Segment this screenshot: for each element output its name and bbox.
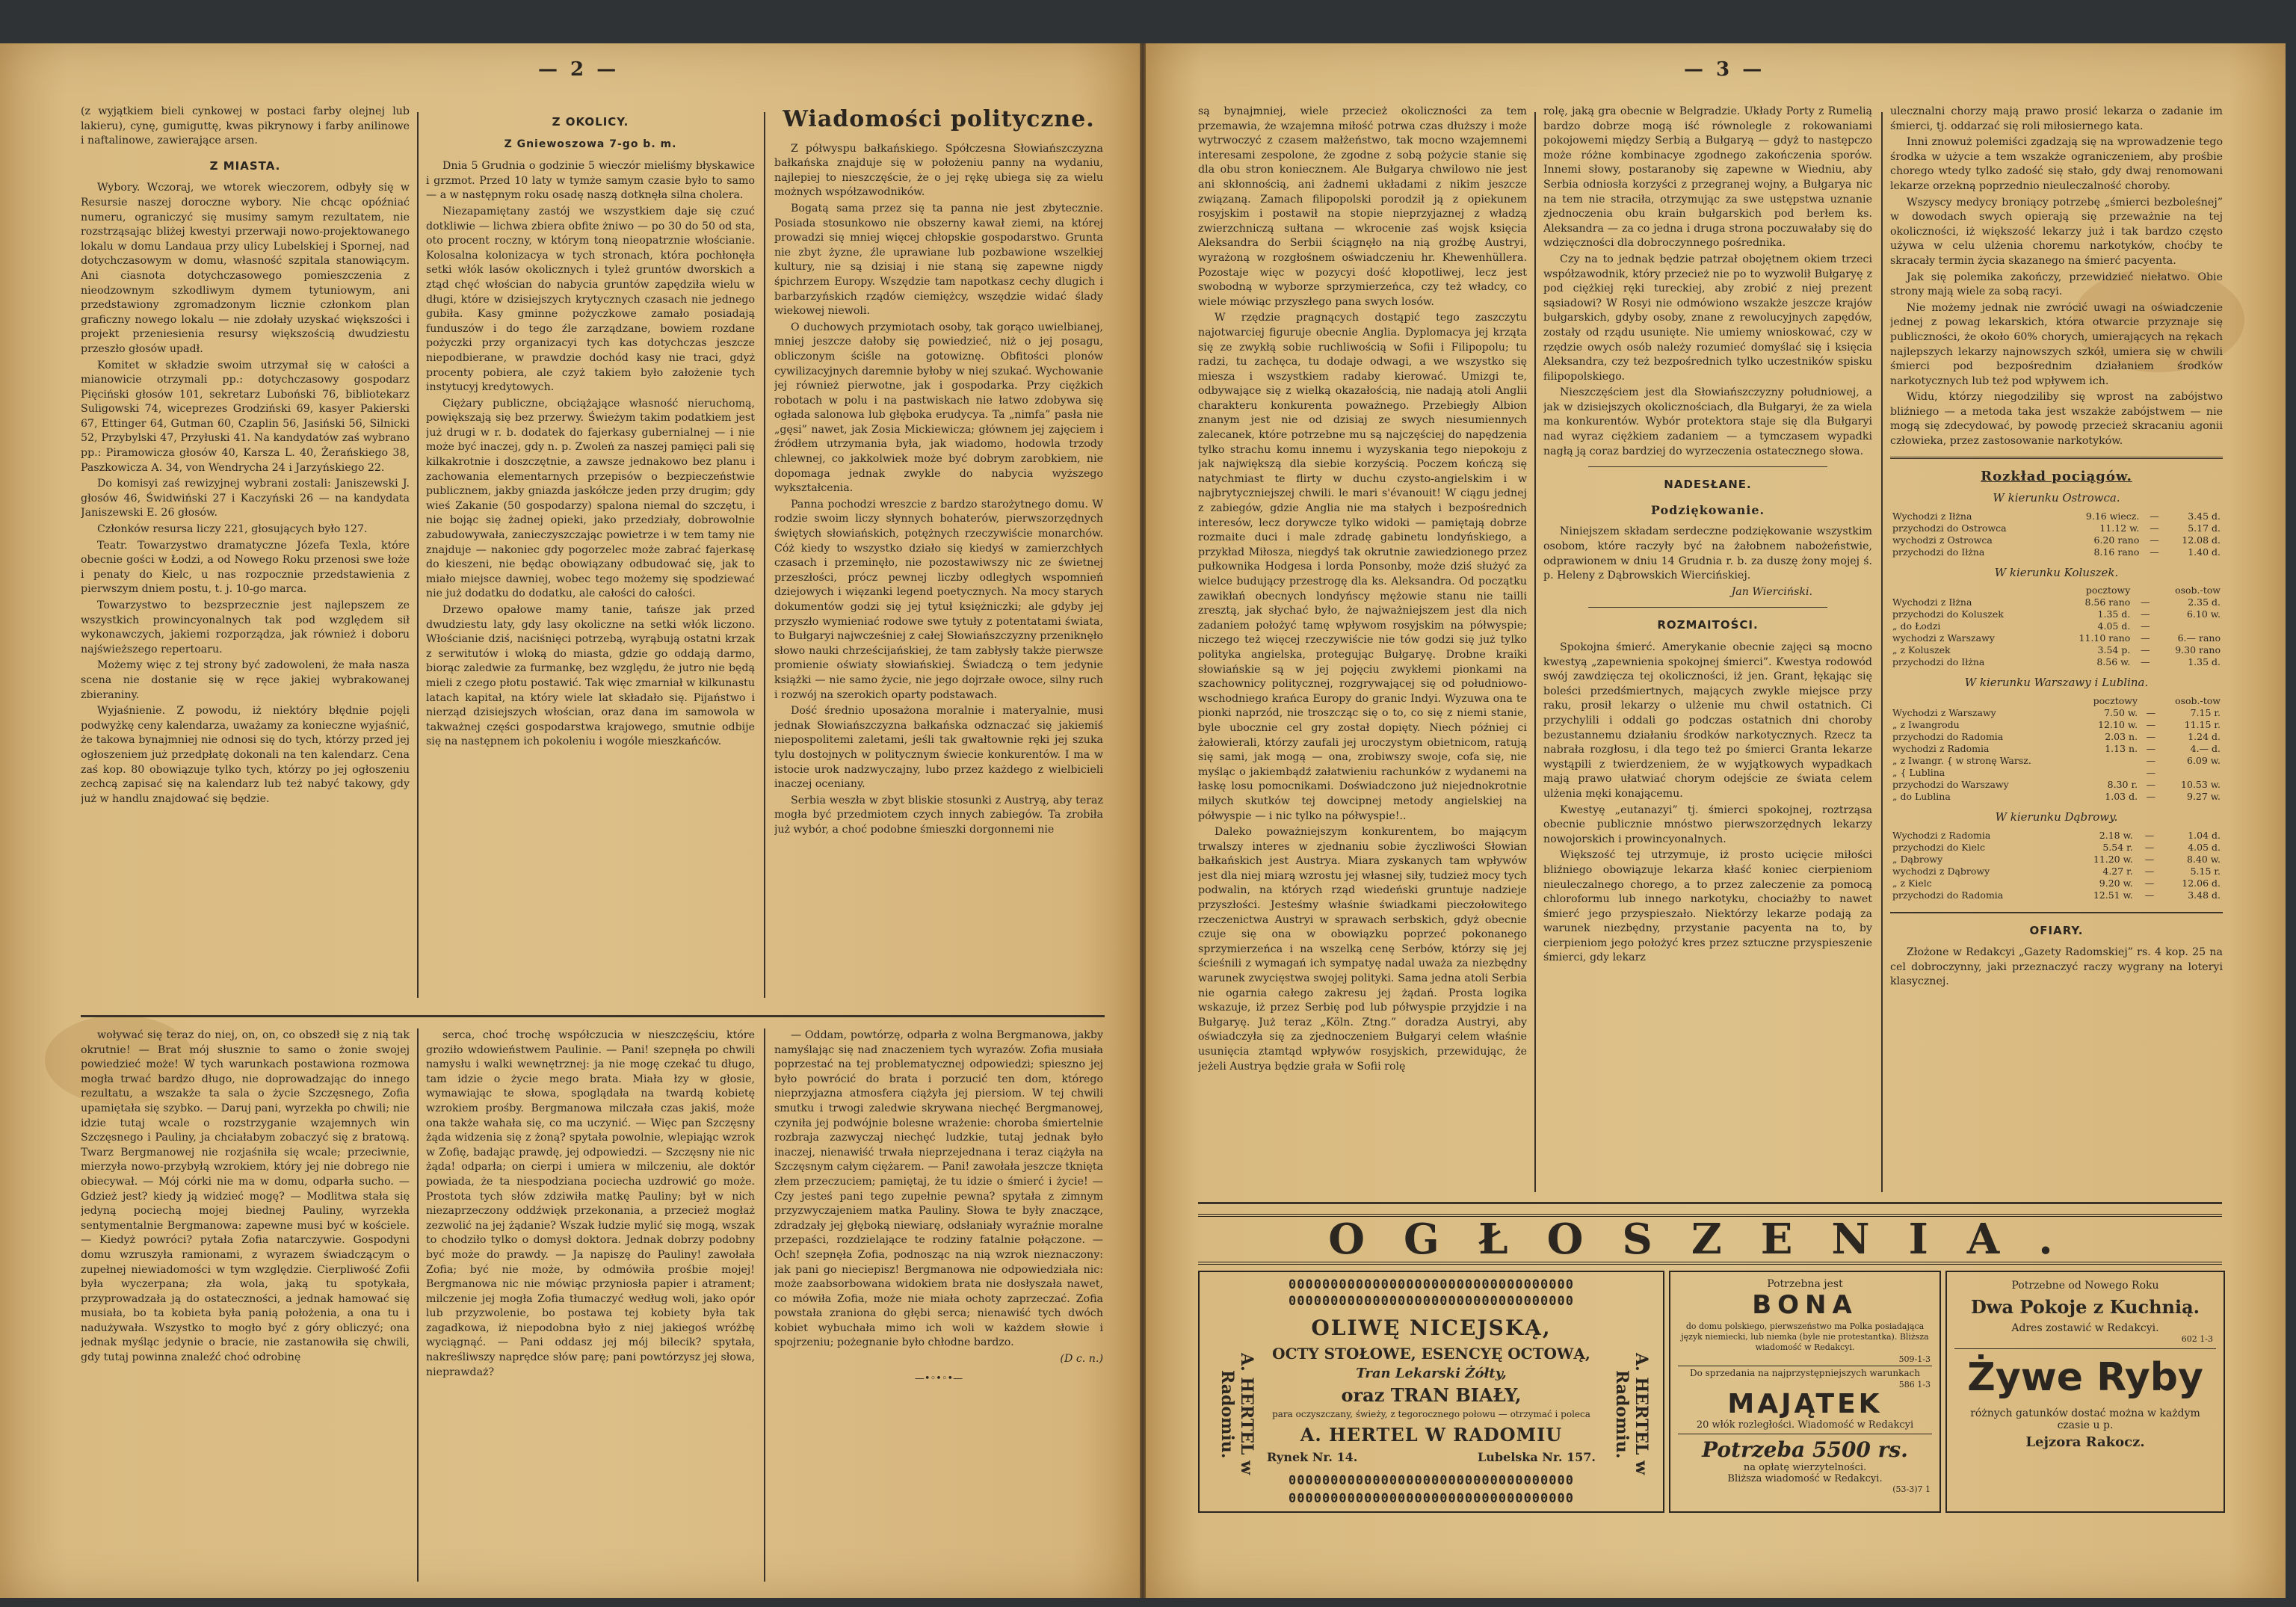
timetable-row	[1890, 755, 2223, 767]
paragraph: Niezapamiętany zastój we wszystkiem daje się czuć dotkliwie — lichwa zbiera obfite żniwo — po 30 do 50 od sta, oto procent roczny, w którym toną nieopatrznie włościanie. Kolosalna kolonizacya w tych stronach, która pochłonęła setki włók lasów okolicznych i tyleż gruntów dworskich a ztąd chęć włościan do nabycia gruntów zapędziła wielu w długi, które w dzisiejszych krytycznych czasach nie jednego gubiła. Kasy gminne pożyczkowe zamało posiadają funduszów i do tego źle zarządzane, bowiem rozdane pożyczki przy organizacyi tych kas dotychczas jeszcze niepodbierane, w prawdzie dochód kasy nie traci, gdyż procenty pobiera, ale czyż takiem było założenie tych instytucyj kredytowych.	[426, 205, 755, 394]
column-rule	[764, 1028, 765, 1582]
timetable-cell: 1.03 d.	[2105, 791, 2138, 803]
column-rule	[1534, 112, 1536, 1192]
timetable-cell: 2.18 w.	[2099, 829, 2133, 841]
ad-line: Potrzebna jest	[1767, 1278, 1843, 1290]
timetable-direction: W kierunku Koluszek.	[1994, 565, 2119, 579]
column-rule	[417, 112, 419, 998]
ad-line: Do sprzedania na najprzystępniejszych warunkach	[1689, 1368, 1921, 1378]
timetable-cell: pocztowy	[2085, 584, 2131, 596]
ad-line: Lejzora Rakocz.	[2025, 1434, 2145, 1450]
timetable-cell	[2158, 767, 2223, 779]
timetable-row	[1890, 842, 2223, 854]
column-rule	[1881, 112, 1883, 1192]
timetable-cell: —	[2140, 656, 2150, 668]
ad-rooms-fish	[1945, 1271, 2225, 1513]
paragraph: Ciężary publiczne, obciążające własność nieruchomą, powiększają się bez przerwy. Świeżym takim podatkiem jest już drugi w r. b. dodatek do fajerkasy gubernialnej — i nie może być inaczej, gdy n. p. Zwoleń za naszej pamięci pali się kilkakrotnie i doszczętnie, a zawsze jednakowo bez planu i zachowania elementarnych przepisów o bezpieczeństwie publicznem, jakby gniazda jaskółcze jeden przy drugim; gdy wieś Zakanie (50 gospodarzy) spalona niemal do szczętu, i nie bojąc się żadnej opieki, jako przedziały, dobrowolnie zabudowywała, zanieczyszczając powietrze i w tem tamy nie znajduje — nakoniec gdy pogorzelec może zabrać fajerkasę do kieszeni, nie będąc obowiązany odbudować się, jak to miało miejsce dawniej, wobec tego możemy się spodziewać nie już dodatku do dodatku, ale całości do całości.	[426, 397, 755, 600]
ad-hertel	[1198, 1271, 1664, 1513]
timetable-row	[1890, 830, 2223, 842]
timetable-cell	[1890, 584, 2054, 596]
timetable-cell	[2140, 695, 2158, 707]
timetable-cell: 3.45 d.	[2188, 510, 2221, 522]
timetable-cell: 7.50 w.	[2104, 707, 2138, 719]
timetable-ostrowiec	[1890, 511, 2223, 558]
timetable-cell: Wychodzi z Iłżna	[1892, 596, 1972, 608]
paragraph: Bogatą sama przez się ta panna nie jest zbytecznie. Posiada stosunkowo nie obszerny kawał ziemi, na której prowadzi się mniej więcej chłopskie gospodarstwo. Grunta nie zbyt żyzne, źle uprawiane lub pozbawione wszelkiej kultury, nie są dzisiaj i nie staną się zapewne nigdy śpichrzem Europy. Wszędzie tam napotkasz cechy dlugich i barbarzyńskich rządów ciemiężcy, wszędzie widać ślady wiekowej niewoli.	[774, 202, 1103, 318]
timetable-row	[1890, 866, 2223, 877]
paragraph: Kwestyę „eutanazyi” tj. śmierci spokojnej, roztrząsa obecnie publicznie mnóstwo pierwszorzędnych lekarzy nowojorskich i prowincyonalnych.	[1543, 804, 1872, 845]
ad-ref: 586 1-3	[1898, 1380, 1931, 1389]
signature: Jan Wierciński.	[1731, 585, 1812, 598]
timetable-row	[1890, 620, 2223, 632]
timetable-cell: „ z Koluszek	[1892, 644, 1951, 656]
timetable-cell: —	[2144, 829, 2155, 841]
timetable-cell: 11.10 rano	[2079, 632, 2131, 644]
timetable-cell: Wychodzi z Warszawy	[1892, 707, 1996, 719]
timetable-cell: 12.06 d.	[2182, 877, 2221, 889]
timetable-header-row	[1890, 584, 2223, 596]
section-heading: NADESŁANE.	[1664, 478, 1752, 492]
timetable-cell: 12.51 w.	[2093, 889, 2133, 901]
timetable-row	[1890, 656, 2223, 668]
timetable-cell: 1.35 d.	[2188, 656, 2221, 668]
timetable-cell: 1.24 d.	[2188, 731, 2221, 743]
timetable-cell: 9.27 w.	[2187, 791, 2221, 803]
timetable-cell: 11.15 r.	[2184, 719, 2221, 731]
timetable-cell	[2076, 755, 2140, 767]
paragraph: są bynajmniej, wiele przecież okoliczności za tem przemawia, że wzajemna miłość potrwa czas dłuższy i może wytrwoczyć z czasem małżeństwo, tak mocno wzajemnemi interesami zespolone, że zgodne z sobą pożycie stanie się dla obu stron koniecznem. Ale Bułgarya chwilowo nie jest ani skłonnością, ani żadnemi układami z nikim jeszcze związaną. Zamach filipopolski porodził ją z opiekunem rosyjskim i postawił na stopie nieprzyjaznej z władzą zwierzchniczą sułtana — wkrocenie zaś wojsk księcia Aleksandra do Serbii ściągnęło na nią groźbę Austryi, wyrażoną w rozgłośnem oświadczeniu hr. Khewenhüllera. Pozostaje więc w pozycyi dość kłopotliwej, lecz jest swobodną w wyborze sprzymierzeńca, czy też władcy, co wiele mówiąc przyszłego pana swych losów.	[1198, 105, 1527, 308]
timetable-cell: Wychodzi z Iłżna	[1892, 510, 1972, 522]
feuilleton-column-3	[774, 1028, 1103, 1582]
timetable-row	[1890, 791, 2223, 803]
section-heading: ROZMAITOŚCI.	[1657, 618, 1759, 632]
paragraph: Jak się polemika zakończy, przewidzieć niełatwo. Obie strony mają wiele za sobą racyi.	[1890, 271, 2223, 298]
timetable-cell: 5.15 r.	[2190, 865, 2221, 877]
timetable-cell: 8.40 w.	[2187, 853, 2221, 865]
timetable-direction: W kierunku Dąbrowy.	[1995, 810, 2118, 824]
ad-address: Lubelska Nr. 157.	[1477, 1450, 1596, 1464]
timetable-cell: —	[2146, 791, 2156, 803]
timetable-cell: 9.30 rano	[2175, 644, 2221, 656]
timetable-cell: „ z Iwangrodu	[1892, 719, 1960, 731]
timetable-row	[1890, 707, 2223, 719]
timetable-cell: 2.35 d.	[2188, 596, 2221, 608]
timetable-row	[1890, 743, 2223, 755]
timetable-cell: 8.30 r.	[2107, 779, 2138, 791]
column-rule	[764, 112, 765, 998]
timetable-cell: wychodzi z Dąbrowy	[1892, 865, 1990, 877]
end-ornament: —•◦•◦•—	[914, 1372, 963, 1384]
timetable-cell: „ do Lublina	[1892, 791, 1951, 803]
paragraph: Nieszczęściem jest dla Słowiańszczyzny południowej, a jak w dzisiejszych okolicznościach, dla Bułgaryi, że za wiela ma konkurentów. Wybór protektora staje się dla Bułgaryi nad wyraz ciężkiem zadaniem — a tymczasem wypadki nagłą ją coraz bardziej do wyrzeczenia ostatecznego słowa.	[1543, 386, 1872, 457]
paragraph: Wszyscy medycy broniący potrzebę „śmierci bezboleśnej” w dowodach swych opierają się przeważnie na tej okoliczności, iż większość lekarzy już i tak bardzo często używa w celu ulżenia choremu narkotyków, choćby te skracały termin życia skazanego na śmierć pacyenta.	[1890, 196, 2223, 267]
short-rule	[1890, 457, 2223, 459]
ad-company: A. HERTEL W RADOMIU	[1300, 1424, 1563, 1446]
ad-line: oraz TRAN BIAŁY,	[1341, 1384, 1522, 1406]
timetable-cell	[2132, 584, 2152, 596]
timetable-row	[1890, 731, 2223, 743]
timetable-cell: 11.20 w.	[2093, 853, 2133, 865]
timetable-cell: 4.05 d.	[2188, 841, 2221, 853]
timetable-cell: przychodzi do Iłżna	[1892, 546, 1985, 558]
ad-line: Adres zostawić w Redakcyi.	[2011, 1322, 2159, 1334]
ad-line: do domu polskiego, pierwszeństwo ma Polka posiadająca język niemiecki, lub niemka (byle nie protestantka). Bliższa wiadomość w Redakcyi.	[1681, 1321, 1929, 1352]
ad-line: 20 włók rozległości. Wiadomość w Redakcyi	[1696, 1419, 1914, 1431]
paragraph: Z półwyspu bałkańskiego. Spółczesna Słowiańszczyzna bałkańska znajduje się w położeniu panny na wydaniu, najlepiej to nieszczęście, że o jej rękę ubiega się za wielu możnych współzawodników.	[774, 142, 1103, 199]
timetable-cell: pocztowy	[2093, 695, 2138, 707]
page-number: — 3 —	[1684, 58, 1765, 81]
timetable-cell: —	[2144, 889, 2155, 901]
paragraph: Większość tej utrzymuje, iż prosto ucięcie miłości bliźniego obowiązuje lekarza kłaść koniec cierpieniom nieuleczalnego chorego, a to przez zaleczenie za pomocą chloroformu lub innego narkotyku, chociażby to nawet śmierć jego przyspieszało. Niektórzy lekarze podają za warunek niezbędny, przystanie pacyenta na to, by cierpieniom jego położyć kres przez sztuczne przyspieszenie śmierci, gdy lekarz	[1543, 849, 1872, 964]
paragraph: Wybory. Wczoraj, we wtorek wieczorem, odbyły się w Resursie naszej doroczne wybory. Nie chcąc opóźniać numeru, ograniczyć się musimy samym rezultatem, nie rozstrząsając bliżej kwestyi przerwaji nowo-projektowanego lokalu w domu Landaua przy ulicy Lubelskiej i Spornej, nad dotychczasowym w domu, własność szpitala stanowiącym. Ani ciasnota dotychczasowego pomieszczenia z nieodzownym szkodliwym dymem tytuniowym, ani przedstawiony zgromadzonym licznie członkom plan graficzny nowego lokalu — nie zdołały uzyskać większości i projekt przeniesienia resursy większością dwudziestu przeszło głosów upadł.	[81, 182, 410, 355]
timetable-cell: 8.56 w.	[2096, 656, 2131, 668]
paragraph: Daleko poważniejszym konkurentem, bo mającym trwalszy interes w zjednaniu sobie życzliwości Słowian bałkańskich jest Austrya. Miara zyskanych tam wpływów jest dla niej miarą wzrostu jej własnej siły, tudzież mocy tych podwalin, na których rząd wiedeński gruntuje nadzieje przyszłości. Jesteśmy właśnie świadkami pieczołowitego rzeczenictwa Austryi w sprawach serbskich, gdyż obecnie czuje się ona w obowiązku poprzeć pokonanego sprzymierzeńca i na wszelką cenę Serbów, którzy się jej ścieśnili z wymagań ich sympatyę nadal uważa za niezbędny warunek zwycięstwa swojej polityki. Sama jedna atoli Serbia nie ogarnia całego zakresu jej żądań. Prosta logika wskazuje, iż przez Serbię pod lub półwyspie przyjdzie i na Bułgaryę. Już teraz „Köln. Ztng.” doradza Austryi, aby oświadczyła się za zjednoczeniem Bułgaryi celem właśnie usunięcia ztamtąd wpływów rosyjskich, przewidując, że jeżeli Austrya będzie grała w Sofii rolę	[1198, 826, 1527, 1073]
ad-headline: MAJĄTEK	[1727, 1389, 1883, 1419]
paragraph: Teatr. Towarzystwo dramatyczne Józefa Texla, które obecnie gości w Łodzi, a od Nowego Roku przenosi swe łoże i penaty do Kielc, u nas rozpocznie przedstawienia z pierwszym dniem postu, t. j. 10-go marca.	[81, 539, 410, 596]
timetable-row	[1890, 877, 2223, 889]
timetable-header-row	[1890, 695, 2223, 707]
timetable-cell: —	[2144, 865, 2155, 877]
timetable-cell: 5.17 d.	[2188, 522, 2221, 534]
timetable-row	[1890, 719, 2223, 731]
timetable-title: Rozkład pociągów.	[1981, 468, 2132, 484]
timetable-cell: 3.48 d.	[2188, 889, 2221, 901]
timetable-cell: —	[2140, 620, 2150, 632]
ad-bona-estate	[1669, 1271, 1941, 1513]
feuilleton-column-1	[81, 1028, 410, 1582]
short-rule	[1588, 466, 1827, 467]
column-political-continued	[1198, 105, 1527, 1192]
timetable-cell: 3.54 p.	[2097, 644, 2131, 656]
timetable-cell: „ z Kielc	[1892, 877, 1932, 889]
paragraph: ulecznalni chorzy mają prawo prosić lekarza o zadanie im śmierci, tj. oddarzać się roli miłosiernego kata.	[1890, 105, 2223, 132]
dateline: Z Gniewoszowa 7-go b. m.	[504, 138, 677, 150]
timetable-cell: 11.12 w.	[2099, 522, 2140, 534]
timetable-cell	[1890, 695, 2076, 707]
timetable-cell: przychodzi do Iłżna	[1892, 656, 1985, 668]
timetable-cell: —	[2140, 596, 2150, 608]
continuation-note: (D c. n.)	[1060, 1353, 1103, 1366]
timetable-row	[1890, 608, 2223, 620]
timetable-row	[1890, 767, 2223, 779]
paragraph: Dość średnio uposażona moralnie i materyalnie, musi jednak Słowiańszczyzna bałkańska odznaczać się jakiemiś niepospolitemi zaletami, jeśli tak gwałtownie ręki jej szuka tylu dostojnych w politycznym świecie konkurentów. I ma w istocie urok nadzwyczajny, lubo przez każdego z wielbicieli inaczej oceniany.	[774, 705, 1103, 791]
short-rule	[1588, 607, 1827, 608]
timetable-cell: 12.10 w.	[2098, 719, 2138, 731]
paragraph: W rzędzie pragnących dostąpić tego zaszczytu najotwarciej figuruje obecnie Anglia. Dyplomacya jej krząta się ze zwykłą sobie ruchliwością w Sofii i Filipopolu; tu radzi, tu zachęca, tu dodaje odwagi, a we wszystko się miesza i wszystkiem radaby kierować. Umizgi te, odbywające się z wielką okazałością, nie nadają atoli Anglii charakteru konkurenta poważnego. Przebiegły Albion znanym jest nie od dzisiaj ze swych niesumiennych zalecanek, które potrzebne mu są najczęściej do napędzenia tylko strachu komu innemu i wyzyskania tego niepokoju z jak największą dla siebie korzyścią. Poczem kończą się natychmiast te flirty w duchu czysto-angielskim i w najbrytyczniejszej chwili. le mari s'évanouit! W ciągu jednej z zabiegów, gdzie Anglia nie ma stałych i bezpośrednich interesów, lecz dorywcze tylko widoki — pamiętają dobrze rozmaite duci i male zdradę gabinetu londyńskiego, a przykład Miłosza, niegdyś tak okrutnie zawiedzionego przez pułkownika Hodgesa i lorda Ponsonby, może dziś służyć za wielce budujący przestrogę dla ks. Aleksandra. Od początku zawikłań obecnych londyńscy mężowie stanu nie tailli zresztą, jak słychać było, że najważniejszem jest dla nich zadaniem położyć tamę wpływom rosyjskim na półwyspie; niczego też więcej rzeczywiście nie tów godzi się już tylko polityka angielska, protegując Bułgaryę. Drobne kraiki słowiańskie są w jej pojęciu zwykłemi pionkami na szachownicy politycznej, rozgrywającej się od południowo-wschodniego krańca Europy do granic Indyi. Wyzuwa ona te pionki naprzód, nie troszcząc się o to, co się z niemi stanie, byle ubocznie cel gry został dopięty. Niech później ci żałowierali, którzy zaufali jej uroczystym obietnicom, ratują się sami, jak mogą — ona, zrobiwszy swoje, cofa się, nie myśląc o jakiembądź załatwieniu rachunków z wydanemi na łaskę losu pomocnikami. Doświadczono już niejednokrotnie milych skutków tej dowcipnej metody angielskiej na półwyspie — i nic tylko na półwyspie!..	[1198, 312, 1527, 822]
timetable-koluszki	[1890, 584, 2223, 668]
ad-headline: Potrzeba 5500 rs.	[1702, 1437, 1908, 1462]
ad-ref: (53-3)7 1	[1892, 1484, 1931, 1494]
ad-side-text: A. HERTEL w Radomiu.	[1612, 1353, 1651, 1475]
timetable-cell: 4.— d.	[2190, 743, 2221, 755]
ad-line: Potrzebne od Nowego Roku	[2011, 1280, 2159, 1292]
paragraph: Spokojna śmierć. Amerykanie obecnie zajęci są mocno kwestyą „zapewnienia spokojnej śmierci”. Kwestya rodowód swój zawdzięcza tej okoliczności, iż jen. Grant, łękając się boleści przedśmiertnych, mających zwykle miejsce przy raku, prosił lekarzy o ulżenie mu chwil ostatnich. Ci przychylili i oddali go podczas ostatnich dni choroby bezustannemu działaniu środków narkotycznych. Rzecz ta nabrała rozgłosu, i dla tego też po śmierci Granta lekarze wystąpili z twierdzeniem, że w wyjątkowych wypadkach mają prawo ułatwiać chorym odejście ze świata celem ulżenia męki konającemu.	[1543, 641, 1872, 800]
column-local-news	[81, 105, 410, 998]
paragraph: Złożone w Redakcyi „Gazety Radomskiej” rs. 4 kop. 25 na cel dobroczynny, jaki przeznaczyć raczy wygrany na loteryi klasycznej.	[1890, 946, 2223, 988]
timetable-direction: W kierunku Ostrowca.	[1993, 491, 2120, 505]
paragraph: Dnia 5 Grudnia o godzinie 5 wieczór mieliśmy błyskawice i grzmot. Przed 10 laty w tymże samym czasie było to samo — a w następnym roku osadę naszą dotknęła silna cholera.	[426, 160, 755, 202]
timetable-cell: —	[2144, 841, 2155, 853]
timetable-row	[1890, 522, 2223, 534]
timetable-cell: wychodzi z Ostrowca	[1892, 534, 1993, 546]
timetable-cell: osob.-tow	[2175, 695, 2221, 707]
timetable-cell: 7.15 r.	[2190, 707, 2221, 719]
ad-border-pattern: 0000000000000000000000000000000000	[1289, 1491, 1574, 1506]
timetable-row	[1890, 546, 2223, 558]
timetable-cell: —	[2146, 707, 2156, 719]
paragraph: (z wyjątkiem bieli cynkowej w postaci farby olejnej lub lakieru), cynę, gumiguttę, kwas pikrynowy i farby anilinowe i naftalinowe, zawierające arsen.	[81, 105, 410, 147]
timetable-cell: przychodzi do Radomia	[1892, 731, 2004, 743]
thanks-title: Podziękowanie.	[1650, 502, 1765, 517]
timetable-cell: 9.16 wiecz.	[2085, 510, 2140, 522]
timetable-cell: wychodzi z Warszawy	[1892, 632, 1995, 644]
ad-address: Rynek Nr. 14.	[1267, 1450, 1358, 1464]
timetable-direction: W kierunku Warszawy i Lublina.	[1964, 676, 2149, 690]
timetable-cell: —	[2146, 779, 2156, 791]
timetable-row	[1890, 779, 2223, 791]
timetable-cell: 6.10 w.	[2187, 608, 2221, 620]
timetable-cell: 10.53 w.	[2181, 779, 2221, 791]
timetable-cell: 4.05 d.	[2097, 620, 2131, 632]
timetable-cell: —	[2140, 632, 2150, 644]
paragraph: O duchowych przymiotach osoby, tak gorąco uwielbianej, mniej jeszcze dałoby się powiedzieć, niż o jej posagu, obliczonym ściśle na gotowiznę. Obfitości plonów cywilizacyjnych daremnie byłoby w niej szukać. Wychowanie jej również pierwotne, jak i gospodarka. Przy ciężkich robotach w polu i na pastwiskach nie łatwo zdobywa się ogłada salonowa lub głęboka erudycya. Ta „nimfa” pasła nie „gęsi” nawet, jak Zosia Mickiewicza; głównem jej zajęciem i źródłem utrzymania była, jak wiadomo, hodowla trzody chlewnej, co jakkolwiek może być dobrym zarobkiem, nie dopomaga jednak zwykle do nabycia wyższego wykształcenia.	[774, 321, 1103, 495]
timetable-cell: 1.40 d.	[2188, 546, 2221, 558]
timetable-cell: 6.20 rano	[2093, 534, 2140, 546]
timetable-cell: przychodzi do Warszawy	[1892, 779, 2009, 791]
timetable-row	[1890, 644, 2223, 656]
timetable-cell: 6.09 w.	[2187, 755, 2221, 767]
paragraph: Komitet w składzie swoim utrzymał się w całości a mianowicie otrzymali pp.: dotychczasowy gospodarz Pięciński głosów 101, sekretarz Luboński 76, bibliotekarz Suligowski 74, wiceprezes Grodziński 69, kasyer Pakierski 67, Ettinger 64, Gutman 60, Czaplin 56, Jasiński 56, Silnicki 52, Przybylski 47, Przyłuski 41. Na kandydatów zaś wybrano pp.: Piramowicza głosów 40, Karsza L. 40, Żerańskiego 38, Paszkowicza A. 34, von Wendrycha 24 i Jarzyńskiego 22.	[81, 359, 410, 474]
feuilleton-divider	[81, 1015, 1105, 1017]
timetable-cell: 2.03 n.	[2105, 731, 2138, 743]
paragraph: Panna pochodzi wreszcie z bardzo starożytnego domu. W rodzie swoim liczy słynnych bohaterów, pierwszorzędnych świętych słowiańskich, potężnych rzeczywiście monarchów. Cóż kiedy to wszystko działo się kiedyś w zamierzchłych czasach i przeminęło, nie pozostawiwszy nic ze świetnej przeszłości, prócz pewnej liczby odległych wspomnień dziejowych i więzanki legend poetycznych. Na mocy starych dokumentów godzi się jej tytuł księżniczki; ale gdyby jej przyszło wymieniać rodowe swe tytuły z potentatami świata, to Bułgaryi najwcześniej z całej Słowiańszczyzny przeniknęło słowo nauki chrześcijańskiej, że tam zabłysły także pierwsze promienie oświaty słowiańskiej. Świadczą o tem jedynie książki — nie samo życie, nie jego dojrzałe owoce, silny ruch i rozwój na szerokich oparty podstawach.	[774, 498, 1103, 701]
ad-headline: BONA	[1752, 1290, 1858, 1320]
paragraph: serca, choć trochę współczucia w nieszczęściu, które groziło wdowieństwem Paulinie. — Pani! szepnęła po chwili namysłu i walki wewnętrznej: ja nie mogę czekać tu długo, tam idzie o życie mego brata. Miała łzy w głosie, wymawiając te słowa, spoglądała na twardą kobietę wzrokiem prośby. Bergmanowa milczała czas jakiś, może ona także wahała się, co ma uczynić. — Więc pan Szczęsny żąda widzenia się z żoną? spytała powolnie, wlepiając wzrok w Zofię, badając prawdę, jej odpowiedzi. — Szczęsny nie nic żąda! odparła; on cierpi i umiera w milczeniu, ale doktór powiada, że ta niespodziana pociecha uzdrowić go może. Prostota tych słów zdziwiła matkę Pauliny; był w nich niezaprzeczony oddźwięk przekonania, a przecież mogłaż zezwolić na jej żądanie? Wszak łudzie mylić się mogą, wszak to chodziło tylko o domysł doktora. Jednak dobrzy podobny być może do prawdy. — Ja napiszę do Pauliny! zawołała Zofia; być nie może, by odmówiła prośbie mojej! Bergmanowa nic nie mówiąc przyniosła papier i atrament; milczenie jej mogła Zofia tłumaczyć według woli, jako opór lub przyzwolenie, bo postawa tej kobiety była tak zagadkowa, iż niepodobna było z niej jakiegoś wróżbę wyciągnąć. — Pani oddasz jej mój bilecik? spytała, nakreśliwszy naprędce słów parę; pani powtórzysz jej słowa, nieprawdaż?	[426, 1029, 755, 1378]
ad-ref: 509-1-3	[1898, 1354, 1931, 1364]
timetable-row	[1890, 511, 2223, 522]
paragraph: Inni znowuż polemiści zgadzają się na wprowadzenie tego środka w użycie a tem wszakże ograniczeniem, aby prośbie chorego wtedy tylko zadość się stało, gdy dwaj renomowani lekarze orzekną poprzednio nieuleczalność choroby.	[1890, 136, 2223, 192]
ad-border-pattern: 0000000000000000000000000000000000	[1289, 1277, 1574, 1292]
ad-headline: Żywe Ryby	[1967, 1355, 2203, 1400]
timetable-cell: 1.13 n.	[2105, 743, 2138, 755]
timetable-cell: przychodzi do Kielc	[1892, 841, 1985, 853]
paragraph: Towarzystwo to bezsprzecznie jest najlepszem ze wszystkich prowincyonalnych tak pod względem sił wykonawczych, jakiemi rozporządza, jak również i doboru najświeższego repertoaru.	[81, 599, 410, 656]
timetable-cell: osob.-tow	[2175, 584, 2221, 596]
section-heading: Z OKOLICY.	[552, 115, 629, 129]
section-heading: OFIARY.	[2029, 923, 2084, 937]
timetable-cell: „ z Iwangr. { w stronę Warsz.	[1892, 755, 2031, 767]
timetable-dabrowa	[1890, 830, 2223, 901]
page-3	[1146, 43, 2286, 1598]
paragraph: Widu, którzy niegodziliby się wprost na zabójstwo bliźniego — a metoda taka jest wszakże zabójstwem — nie mogą się zdecydować, by powodę przecież skracaniu agonii człowieka, przez zastosowanie narkotyków.	[1890, 391, 2223, 448]
column-regional-news	[426, 105, 755, 998]
paragraph: Serbia weszła w zbyt bliskie stosunki z Austryą, aby teraz mogła być przedmiotem czych innych zabiegów. Ta zrobiła już wybór, a choć podobne śmieszki dorgonnemi nie	[774, 794, 1103, 836]
ad-line: różnych gatunków dostać można w każdym czasie u p.	[1970, 1407, 2200, 1431]
column-rule	[417, 1028, 419, 1582]
timetable-cell: —	[2146, 743, 2156, 755]
page-number: — 2 —	[538, 58, 620, 81]
timetable-cell: 9.20 w.	[2099, 877, 2133, 889]
ad-side-text: A. HERTEL w Radomiu.	[1218, 1353, 1256, 1475]
timetable-cell: 12.08 d.	[2182, 534, 2221, 546]
paragraph: Nie możemy jednak nie zwrócić uwagi na oświadczenie jednej z powag lekarskich, która otwarcie przyznaje się publiczności, że około 60% chorych, umierających na rękach najlepszych lekarzy najnowszych szkół, umiera się w chwili śmierci pod bezpośrednim działaniem środków narkotycznych lub też pod wpływem ich.	[1890, 301, 2223, 387]
timetable-cell: 6.— rano	[2177, 632, 2221, 644]
timetable-cell: 4.27 r.	[2102, 865, 2133, 877]
ad-line: OCTY STOŁOWE, ESENCYĘ OCTOWĄ,	[1272, 1345, 1590, 1363]
timetable-cell: przychodzi do Ostrowca	[1892, 522, 2007, 534]
ads-banner: OGŁOSZENIA.	[1198, 1214, 2222, 1265]
timetable-cell: „ { Lublina	[1892, 767, 1945, 779]
timetable-cell: —	[2146, 767, 2156, 779]
column-misc	[1543, 105, 1872, 1192]
timetable-cell: przychodzi do Radomia	[1892, 889, 2004, 901]
ad-line: Bliższa wiadomość w Redakcyi.	[1727, 1473, 1883, 1484]
timetable-cell: 1.35 d.	[2097, 608, 2131, 620]
timetable-cell: —	[2150, 534, 2159, 546]
column-political-news	[774, 105, 1103, 998]
timetable-row	[1890, 854, 2223, 866]
paragraph: rolę, jaką gra obecnie w Belgradzie. Układy Porty z Rumelią bardzo dobrze mogą iść równolegle z rokowaniami pokojowemi między Serbią a Bułgaryą — gdyż to następczo może różne kombinacye zgodnego zakończenia sporów. Innemi słowy, postaranoby się zapewne w Wiedniu, aby Serbia odniosła korzyści z przegranej wojny, a Bułgarya nic na tem nie straciła, otrzymując za swe ustępstwa uznanie zjednoczenia obu krain bułgarskich pod berłem ks. Aleksandra — za co jedna i druga strona poczuwałaby się do wdzięczności dla dobroczynnego pośrednika.	[1543, 105, 1872, 250]
timetable-cell: 5.54 r.	[2102, 841, 2133, 853]
ad-headline: OLIWĘ NICEJSKĄ,	[1311, 1315, 1552, 1340]
timetable-cell	[2076, 767, 2140, 779]
ad-border-pattern: 0000000000000000000000000000000000	[1289, 1294, 1574, 1309]
paragraph: Czy na to jednak będzie patrzał obojętnem okiem trzeci współzawodnik, który przecież nie po to wyzwolił Bułgaryę z pod ciężkiej ręki tureckiej, aby zrobić z niej prezent sąsiadowi? W Rosyi nie odmówiono wszakże jeszcze krajów bułgarskich, gdyby osoby, znane z rewolucyjnych zapędów, zostały od rządu usunięte. Nie umiemy wnioskować, czy w rzędzie owych osób należy rozumieć domyślać się i księcia Aleksandra, czy też bezpośrednich tylko uczestników spisku filipopolskiego.	[1543, 253, 1872, 383]
ad-line: Tran Lekarski Żółty,	[1356, 1366, 1507, 1381]
timetable-cell: —	[2146, 731, 2156, 743]
timetable-cell: 8.16 rano	[2093, 546, 2140, 558]
timetable-cell: —	[2144, 877, 2155, 889]
ad-line: na opłatę wierzytelności.	[1743, 1462, 1867, 1473]
paragraph: Niniejszem składam serdeczne podziękowanie wszystkim osobom, które raczyły być na żałobnem nabożeństwie, odprawionem w dniu 14 Grudnia r. b. za duszę żony mojej ś. p. Heleny z Dąbrowskich Wiercińskiej.	[1543, 525, 1872, 582]
timetable-cell: 8.56 rano	[2084, 596, 2131, 608]
timetable-cell: —	[2150, 510, 2159, 522]
timetable-cell: przychodzi do Koluszek	[1892, 608, 2004, 620]
ads-divider	[1198, 1202, 2222, 1204]
timetable-cell: —	[2140, 644, 2150, 656]
political-news-title: Wiadomości polityczne.	[783, 106, 1095, 132]
paragraph: Drzewo opałowe mamy tanie, tańsze jak przed dwudziestu laty, gdy lasy okoliczne na setki włók liczono. Włościanie dziś, naciśnięci potrzebą, wyrąbują ostatni krzak z serwitutów i wloką do miasta, gdzie go oddają darmo, biorąc zaledwie za furmankę, bez względu, że jutro nie będą mieli z czego płotu postawić. Tak więc zmarniał w kilkunastu latach kapitał, na który wiele lat składało się. Pijaństwo i nierząd dzisiejszych włościan, oraz dana im samowola w takważnej części gospodarstwa krajowego, smutnie odbije się na następnem ich pokoleniu i wogóle mieszkańców.	[426, 604, 755, 748]
short-rule	[1890, 912, 2223, 913]
timetable-cell: wychodzi z Radomia	[1892, 743, 1990, 755]
paragraph: woływać się teraz do niej, on, on, co obszedł się z nią tak okrutnie! — Brat mój słusznie to samo o żonie swojej powiedzieć może! W tych warunkach postawiona rozmowa mogła trwać bardzo długo, nie doprowadzając do innego rezultatu, a wszakże ta sala o życie Szczęsnego, Zofia upamiętała się szybko. — Daruj pani, wyrzekła po chwili; nie idzie tutaj wcale o rozstrzyganie wzajemnych win Szczęsnego i Pauliny, ja chciałabym zobaczyć się z bratową. Twarz Bergmanowej nie rozjaśniła się wcale; przeciwnie, mierzyła nowo-przybyłą wzrokiem, który jej nie dobrego nie obiecywał. — Mój córki nie ma w domu, odparła sucho. — Gdzież jest? kiedy ją widzieć mogę? — Modlitwa stała się jedyną pociechą mojej biednej Pauliny, wyrzekła sentymentalnie Bergmanowa: zapewne musi być w kościele. — Kiedyż powróci? pytała Zofia natarczywie. Gospodyni domu wzruszyła ramionami, z wyrazem świadczącym o zupełnej niewiadomości w tym względzie. Cierpliwość Zofii była wyczerpana; zła wola, jaką tu spotykała, przyprowadzała ją do ostateczności, a jednak hamować się musiała, bo ta kobieta była panią położenia, a ona tu i nadużywała. Wszystko to mogło być z góry obliczyć; ona jednak myśląc jedynie o bracie, nie zastanowiła się chwili, gdy tutaj powinna znaleźć choć odrobinę	[81, 1029, 410, 1364]
feuilleton-column-2	[426, 1028, 755, 1582]
timetable-cell: —	[2146, 719, 2156, 731]
ad-border-pattern: 0000000000000000000000000000000000	[1289, 1473, 1574, 1488]
timetable-row	[1890, 534, 2223, 546]
timetable-cell: —	[2146, 755, 2156, 767]
timetable-cell: —	[2150, 546, 2159, 558]
column-timetable	[1890, 105, 2223, 1192]
timetable-row	[1890, 889, 2223, 901]
timetable-cell: 1.04 d.	[2188, 829, 2221, 841]
timetable-row	[1890, 596, 2223, 608]
timetable-cell: „ Dąbrowy	[1892, 853, 1943, 865]
timetable-cell: —	[2150, 522, 2159, 534]
timetable-warsaw-lublin	[1890, 695, 2223, 803]
paragraph: — Oddam, powtórzę, odparła z wolna Bergmanowa, jakby namyślając się nad znaczeniem tych wyrazów. Zofia musiała poprzestać na tej problematycznej odpowiedzi; spieszno jej było powrócić do brata i porzucić ten dom, którego nieprzyjazna atmosfera ciążyła jej piersiom. W tej chwili smutku i trwogi zaledwie skrywana niechęć Bergmanowej, czyniła jej podwójnie bolesne wrażenie: choroba śmiertelnie rozbraja zazwyczaj niechęć ludzkie, tutaj jednak było inaczej, nienawiść trwała nieprzejednana i teraz ciążyła na Szczęsnym całym ciężarem. — Pani! zawołała jeszcze tknięta złem przeczuciem; pamiętaj, że tu idzie o śmierć i życie! — Czy jesteś pani tego zupełnie pewna? spytała z zimnym przyzwyczajeniem matka Pauliny. Słowa te były znaczące, zdradzały jej głęboką niewiarę, odsłaniały wyraźnie moralne przepaści, rozdzielające te rodziny fatalnie połączone. — Och! szepnęła Zofia, podnosząc na nią wzrok nieznaczony: jak pani go nieciepisz! Bergmanowa nie odpowiedziała nic: może zaabsorbowana widokiem brata nie dosłyszała nawet, co mówiła Zofia, może nie miała ochoty zaprzeczać. Zofia powstała zraniona do głębi serca; nienawiść tych dwóch kobiet wybuchała mimo ich woli w każdem słowie i spojrzeniu; pożegnanie było chłodne bardzo.	[774, 1029, 1103, 1349]
timetable-row	[1890, 632, 2223, 644]
ad-ref: 602 1-3	[2181, 1334, 2213, 1344]
ad-line: para oczyszczany, świeży, z tegorocznego połowu — otrzymać i poleca	[1272, 1409, 1590, 1419]
paragraph: Możemy więc z tej strony być zadowoleni, że mała nasza scena nie dostanie się w ręce jakiej wybrakowanej zbieraniny.	[81, 659, 410, 701]
timetable-cell: —	[2140, 608, 2150, 620]
paragraph: Członków resursa liczy 221, głosujących było 127.	[97, 523, 368, 536]
page-2	[0, 43, 1140, 1598]
section-heading: Z MIASTA.	[209, 158, 281, 173]
timetable-cell: —	[2144, 853, 2155, 865]
paragraph: Wyjaśnienie. Z powodu, iż niektóry błędnie pojęli podwyżkę ceny kalendarza, uważamy za konieczne wyjaśnić, że takowa bynajmniej nie odnosi się do tych, którzy przed jej ogłoszeniem już przedpłatę dokonali na ten kalendarz. Cena zaś kop. 80 obowiązuje tylko tych, którzy po jej ogłoszeniu zechcą zapisać się na kalendarz lub też nabyć takowy, gdy już w handlu znajdować się będzie.	[81, 705, 410, 805]
timetable-cell	[2152, 620, 2223, 632]
ad-headline: Dwa Pokoje z Kuchnią.	[1970, 1296, 2200, 1318]
paragraph: Do komisyi zaś rewizyjnej wybrani zostali: Janiszewski J. głosów 46, Świdwiński 27 i Kaczyński 26 — na kandydata Janiszewski E. 26 głosów.	[81, 478, 410, 519]
timetable-cell: „ do Łodzi	[1892, 620, 1941, 632]
timetable-cell: Wychodzi z Radomia	[1892, 829, 1991, 841]
